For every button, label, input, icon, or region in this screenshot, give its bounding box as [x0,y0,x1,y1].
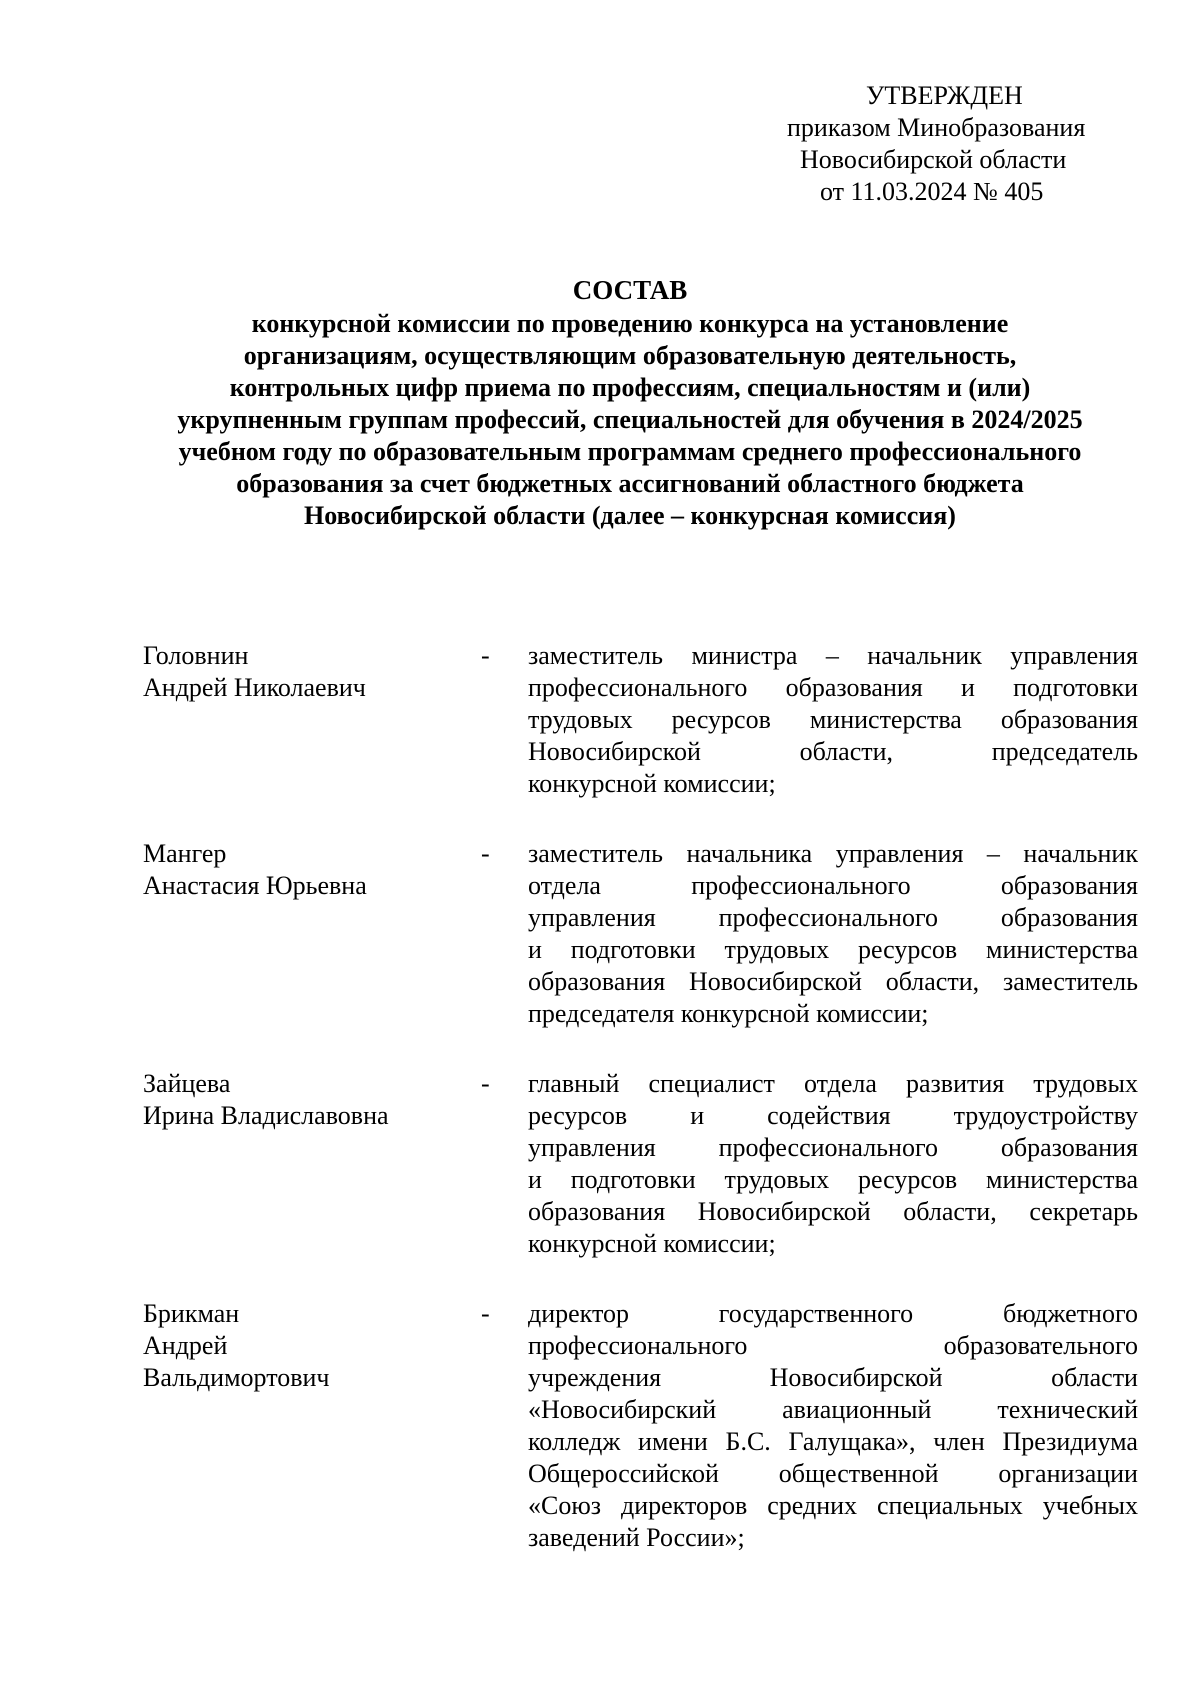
member-given-names: Андрей Николаевич [143,673,366,702]
member-position [528,1068,1138,1260]
approval-line: от 11.03.2024 № 405 [820,177,1044,206]
position-line: заместитель начальника управления – начальник [528,839,1138,868]
member-position [528,640,1138,800]
position-line: образования Новосибирской области, заместитель [528,967,1138,996]
title-heading: СОСТАВ [572,275,688,305]
title-line: организациям, осуществляющим образовательную деятельность, [243,341,1017,370]
position-line: заведений России»; [528,1523,745,1552]
member-surname: Зайцева [143,1069,231,1098]
position-line: заместитель министра – начальник управления [528,641,1138,670]
member-name [143,640,473,704]
position-line: отдела профессионального образования [528,871,1138,900]
position-line: ресурсов и содействия трудоустройству [528,1101,1138,1130]
member-dash: - [481,1299,490,1328]
member-name [143,1068,473,1132]
member-given-names: Анастасия Юрьевна [143,871,367,900]
position-line: главный специалист отдела развития трудовых [528,1069,1138,1098]
title-line: образования за счет бюджетных ассигнований областного бюджета [236,469,1024,498]
member-surname: Мангер [143,839,227,868]
commission-members-list [143,640,1138,1554]
position-line: профессионального образования и подготовки [528,673,1138,702]
member-entry [143,1298,1138,1554]
member-entry [143,640,1138,800]
member-dash: - [481,641,490,670]
member-dash: - [481,1069,490,1098]
position-line: Общероссийской общественной организации [528,1459,1138,1488]
approval-stamp [780,80,1180,208]
position-line: «Союз директоров средних специальных учебных [528,1491,1138,1520]
title-line: контрольных цифр приема по профессиям, специальностям и (или) [229,373,1031,402]
position-line: управления профессионального образования [528,903,1138,932]
approval-line: УТВЕРЖДЕН [866,81,1023,110]
position-line: конкурсной комиссии; [528,1229,776,1258]
position-line: профессионального образовательного [528,1331,1138,1360]
position-line: конкурсной комиссии; [528,769,776,798]
member-given-name: Андрей [143,1331,228,1360]
document-title [130,274,1130,532]
title-line: Новосибирской области (далее – конкурсная комиссия) [304,501,956,530]
position-line: трудовых ресурсов министерства образования [528,705,1138,734]
title-line: конкурсной комиссии по проведению конкурса на установление [251,309,1009,338]
title-line: укрупненным группам профессий, специальностей для обучения в 2024/2025 [177,405,1083,434]
position-line: Новосибирской области, председатель [528,737,1138,766]
position-line: управления профессионального образования [528,1133,1138,1162]
member-dash: - [481,839,490,868]
member-given-names: Ирина Владиславовна [143,1101,389,1130]
title-line: учебном году по образовательным программам среднего профессионального [178,437,1082,466]
member-entry [143,1068,1138,1260]
member-name [143,1298,473,1394]
member-surname: Головнин [143,641,249,670]
position-line: «Новосибирский авиационный технический [528,1395,1138,1424]
approval-line: Новосибирской области [800,145,1067,174]
approval-line: приказом Минобразования [787,113,1086,142]
member-position [528,1298,1138,1554]
position-line: образования Новосибирской области, секретарь [528,1197,1138,1226]
position-line: и подготовки трудовых ресурсов министерства [528,935,1138,964]
member-position [528,838,1138,1030]
member-surname: Брикман [143,1299,240,1328]
position-line: учреждения Новосибирской области [528,1363,1138,1392]
position-line: колледж имени Б.С. Галущака», член Президиума [528,1427,1138,1456]
position-line: директор государственного бюджетного [528,1299,1138,1328]
position-line: председателя конкурсной комиссии; [528,999,929,1028]
member-patronymic: Вальдимортович [143,1363,330,1392]
position-line: и подготовки трудовых ресурсов министерства [528,1165,1138,1194]
member-entry [143,838,1138,1030]
member-name [143,838,473,902]
